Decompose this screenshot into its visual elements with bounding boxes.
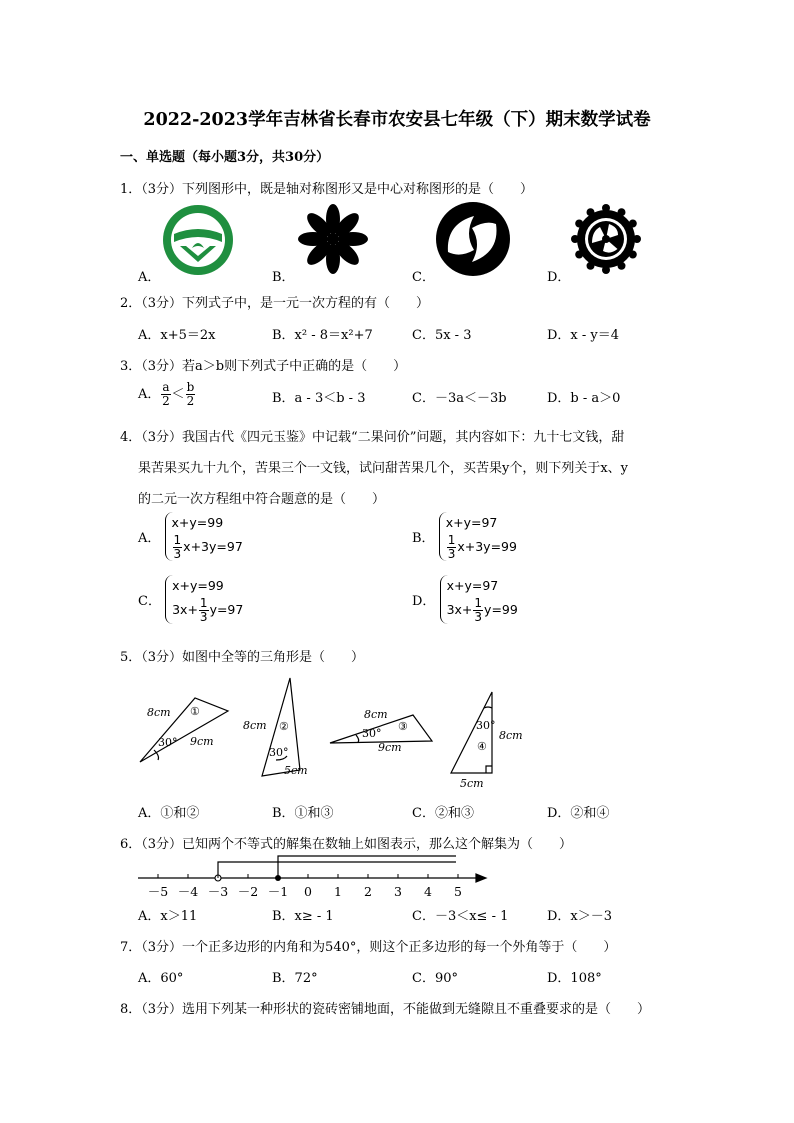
q6-option-c: C．－3＜x≤ - 1 [412, 909, 509, 924]
q1-option-a: A． [138, 270, 161, 285]
numerator: a [162, 380, 170, 394]
number-line-tick-label: －2 [237, 884, 259, 899]
equation-1: x+y=97 [446, 578, 499, 593]
q7-option-d: D．108° [547, 971, 602, 986]
t4-side-label: 8cm [499, 729, 523, 742]
equation-system [439, 512, 517, 561]
option-label: A． [138, 531, 161, 546]
denominator: 3 [199, 610, 208, 624]
equation-2-rest: y=99 [484, 602, 518, 617]
q5-option-d: D．②和④ [547, 806, 610, 821]
gear-emblem-icon [570, 203, 642, 275]
t3-base-label: 9cm [378, 741, 402, 754]
denominator: 3 [474, 610, 483, 624]
solution-ray-1 [218, 862, 456, 878]
numerator: b [186, 380, 195, 394]
question-1-stem: 1．（3分）下列图形中，既是轴对称图形又是中心对称图形的是（ ） [120, 182, 534, 197]
numerator: 1 [173, 533, 182, 547]
t1-side-label: 8cm [147, 706, 171, 719]
triangles-figure [130, 670, 550, 794]
q7-option-c: C．90° [412, 971, 458, 986]
t3-side-label: 8cm [364, 708, 388, 721]
q3-option-d: D．b - a＞0 [547, 391, 621, 406]
number-line-tick-label: －3 [207, 884, 229, 899]
q4-option-d [412, 575, 518, 624]
equation-2 [172, 534, 243, 561]
equation-system [165, 512, 243, 561]
q7-option-b: B．72° [272, 971, 318, 986]
equation-system [165, 575, 243, 624]
denominator: 3 [447, 547, 456, 561]
equation-2-rest: x+3y=99 [457, 539, 517, 554]
numerator: 1 [474, 596, 483, 610]
numerator: 1 [199, 596, 208, 610]
denominator: 2 [162, 394, 170, 408]
t1-number: ① [190, 705, 200, 718]
triangle-4 [451, 692, 492, 773]
question-5-stem: 5．（3分）如图中全等的三角形是（ ） [120, 650, 365, 665]
numerator: 1 [447, 533, 456, 547]
equation-2-rest: y=97 [209, 602, 244, 617]
green-emblem-icon [160, 204, 240, 276]
q2-option-d: D．x - y＝4 [547, 328, 620, 343]
question-4-line-3: 的二元一次方程组中符合题意的是（ ） [138, 492, 386, 507]
q6-option-a: A．x＞11 [138, 909, 198, 924]
equation-2-rest: x+3y=97 [183, 539, 243, 554]
t2-side-label: 8cm [243, 719, 267, 732]
q3-option-a-label: A． [138, 387, 161, 402]
equation-2-prefix: 3x+ [172, 602, 198, 617]
equation-2 [447, 597, 518, 624]
q5-option-c: C．②和③ [412, 806, 474, 821]
question-8-stem: 8．（3分）选用下列某一种形状的瓷砖密铺地面，不能做到无缝隙且不重叠要求的是（ ） [120, 1002, 651, 1017]
equation-2 [446, 534, 517, 561]
question-7-stem: 7．（3分）一个正多边形的内角和为540°，则这个正多边形的每一个外角等于（ ） [120, 940, 617, 955]
flower-icon [296, 202, 370, 276]
q3-option-c: C．－3a＜－3b [412, 391, 507, 406]
denominator: 2 [186, 394, 195, 408]
t2-base-label: 5cm [284, 764, 308, 777]
page-title: 2022-2023学年吉林省长春市农安县七年级（下）期末数学试卷 [143, 110, 651, 130]
question-4-line-2: 果苦果买九十九个，苦果三个一文钱，试问甜苦果几个，买苦果y个，则下列关于x、y [138, 461, 629, 476]
number-line-tick-label: －5 [147, 884, 169, 899]
t2-number: ② [279, 720, 289, 733]
q3-option-b: B．a - 3＜b - 3 [272, 391, 366, 406]
number-line-tick-label: 5 [454, 884, 462, 899]
q4-option-a [138, 512, 243, 561]
q5-option-a: A．①和② [138, 806, 200, 821]
relation: ＜ [171, 387, 185, 402]
number-line-tick-label: 4 [424, 884, 432, 899]
number-line-tick-label: －1 [267, 884, 289, 899]
t4-number: ④ [477, 740, 487, 753]
number-line [134, 852, 490, 900]
number-line-tick-label: 3 [394, 884, 402, 899]
t4-base-label: 5cm [460, 777, 484, 790]
question-6-stem: 6．（3分）已知两个不等式的解集在数轴上如图表示，那么这个解集为（ ） [120, 837, 573, 852]
equation-system [440, 575, 518, 624]
q6-option-b: B．x≥ - 1 [272, 909, 334, 924]
q5-option-b: B．①和③ [272, 806, 334, 821]
option-label: D． [412, 594, 436, 609]
arrow-icon [476, 874, 486, 882]
number-line-tick-label: 2 [364, 884, 372, 899]
q6-option-d: D．x＞－3 [547, 909, 613, 924]
t3-angle: 30° [362, 727, 382, 740]
number-line-tick-label: 1 [334, 884, 342, 899]
section-heading: 一、单选题（每小题3分，共30分） [120, 150, 330, 165]
t3-number: ③ [398, 720, 408, 733]
question-2-stem: 2．（3分）下列式子中，是一元一次方程的有（ ） [120, 296, 430, 311]
equation-1: x+y=99 [172, 578, 224, 593]
q4-option-b [412, 512, 517, 561]
number-line-tick-label: －4 [177, 884, 199, 899]
q1-option-c: C． [412, 270, 435, 285]
t1-angle: 30° [158, 736, 178, 749]
q1-option-b: B． [272, 270, 295, 285]
q2-option-c: C．5x - 3 [412, 328, 472, 343]
equation-2 [172, 597, 243, 624]
leaf-circle-icon [434, 200, 512, 278]
t2-angle: 30° [269, 746, 289, 759]
t1-base-label: 9cm [190, 735, 214, 748]
equation-2-prefix: 3x+ [446, 602, 473, 617]
fraction [161, 381, 170, 408]
denominator: 3 [173, 547, 182, 561]
equation-1: x+y=97 [445, 515, 498, 530]
number-line-tick-label: 0 [304, 884, 312, 899]
question-3-stem: 3．（3分）若a＞b则下列式子中正确的是（ ） [120, 359, 407, 374]
q2-option-b: B．x² - 8＝x²+7 [272, 328, 373, 343]
fraction [186, 381, 196, 408]
t4-angle: 30° [476, 719, 496, 732]
option-label: C． [138, 594, 161, 609]
equation-1: x+y=99 [171, 515, 224, 530]
solution-ray-2 [278, 856, 456, 878]
q7-option-a: A．60° [138, 971, 184, 986]
q1-option-d: D． [547, 270, 571, 285]
q3-option-a [138, 381, 196, 408]
q4-option-c [138, 575, 243, 624]
option-label: B． [412, 531, 435, 546]
q2-option-a: A．x+5＝2x [138, 328, 216, 343]
question-4-line-1: 4．（3分）我国古代《四元玉鉴》中记载“二果问价”问题，其内容如下：九十七文钱，甜 [120, 430, 625, 445]
